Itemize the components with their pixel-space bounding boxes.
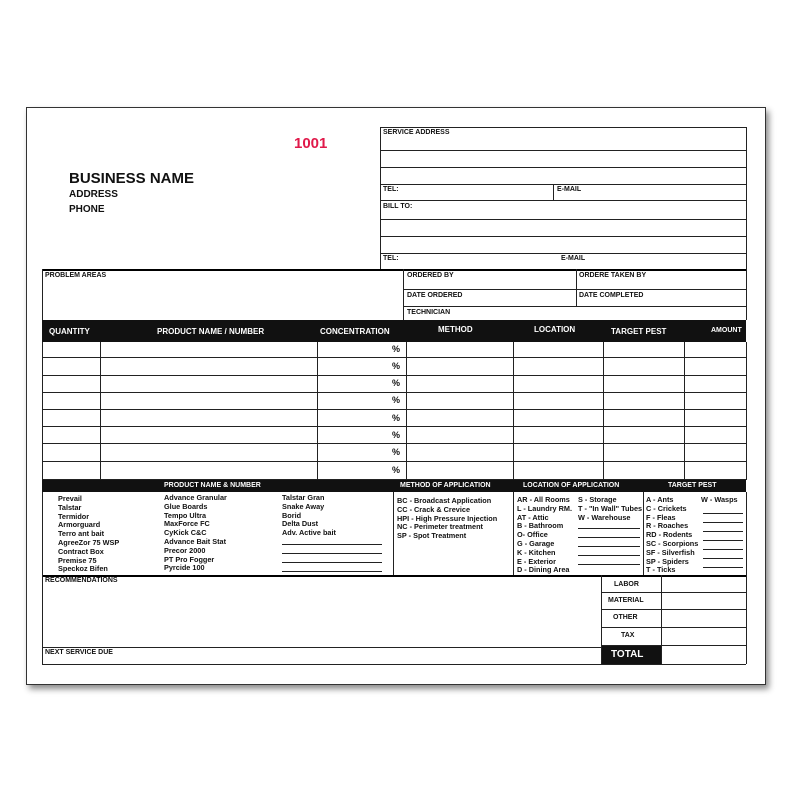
legend-item: O- Office xyxy=(517,530,548,540)
service-address-label: SERVICE ADDRESS xyxy=(383,129,450,136)
legend-item: K - Kitchen xyxy=(517,547,556,557)
material-label: MATERIAL xyxy=(608,597,644,604)
products-col-1 xyxy=(58,495,119,574)
invoice-form xyxy=(26,107,766,685)
legend-item: Precor 2000 xyxy=(164,545,206,555)
email-label: E-MAIL xyxy=(557,186,582,193)
percent-sign: % xyxy=(392,395,401,405)
ref-target-header: TARGET PEST xyxy=(668,482,717,489)
legend-item: E - Exterior xyxy=(517,556,556,566)
technician-label: TECHNICIAN xyxy=(407,309,451,316)
legend-item: R - Roaches xyxy=(646,521,689,531)
legend-item: T - "In Wall" Tubes xyxy=(578,503,643,513)
legend-item: F - Fleas xyxy=(646,512,676,522)
products-col-3 xyxy=(282,494,336,538)
percent-sign: % xyxy=(392,447,401,457)
percent-sign: % xyxy=(392,344,401,354)
legend-item: Terro ant bait xyxy=(58,529,105,539)
legend-item: CyKick C&C xyxy=(164,528,207,538)
legend-item: Advance Granular xyxy=(164,493,227,502)
legend-item: B - Bathroom xyxy=(517,521,564,531)
date-ordered-label: DATE ORDERED xyxy=(407,292,463,299)
legend-item: A - Ants xyxy=(646,495,674,504)
legend-item: Delta Dust xyxy=(282,519,319,529)
problem-areas-label: PROBLEM AREAS xyxy=(45,272,107,279)
legend-item: Borid xyxy=(282,510,302,520)
locations-col-2 xyxy=(578,496,642,522)
legend-item: Termidor xyxy=(58,511,90,521)
col-product: PRODUCT NAME / NUMBER xyxy=(157,327,265,336)
percent-sign: % xyxy=(392,361,401,371)
legend-item: L - Laundry RM. xyxy=(517,503,572,513)
tax-label: TAX xyxy=(621,632,635,639)
col-location: LOCATION xyxy=(534,325,576,334)
legend-item: Advance Bait Stat xyxy=(164,536,227,546)
legend-item: SP - Spiders xyxy=(646,556,689,566)
methods-list xyxy=(397,497,497,541)
col-method: METHOD xyxy=(438,325,473,334)
legend-item: AT - Attic xyxy=(517,512,549,522)
legend-item: RD - Rodents xyxy=(646,530,693,540)
legend-item: BC - Broadcast Application xyxy=(397,496,492,505)
legend-item: Contract Box xyxy=(58,546,104,556)
percent-sign: % xyxy=(392,378,401,388)
legend-item: Speckoz Bifen xyxy=(58,564,108,574)
legend-item: Adv. Active bait xyxy=(282,528,336,538)
legend-item: W - Warehouse xyxy=(578,512,631,522)
total-label: TOTAL xyxy=(611,649,644,660)
ordered-by-label: ORDERED BY xyxy=(407,272,454,279)
other-label: OTHER xyxy=(613,614,638,621)
col-quantity: QUANTITY xyxy=(49,327,90,336)
percent-sign: % xyxy=(392,430,401,440)
legend-item: Pyrcide 100 xyxy=(164,563,205,573)
ref-method-header: METHOD OF APPLICATION xyxy=(400,482,491,489)
legend-item: Snake Away xyxy=(282,501,325,511)
next-service-due-label: NEXT SERVICE DUE xyxy=(45,649,113,656)
percent-sign: % xyxy=(392,413,401,423)
legend-item: Talstar xyxy=(58,502,82,512)
percent-sign: % xyxy=(392,465,401,475)
business-address: ADDRESS xyxy=(69,189,118,200)
locations-col-1 xyxy=(517,496,572,575)
col-target-pest: TARGET PEST xyxy=(611,327,667,336)
legend-item: Tempo Ultra xyxy=(164,510,207,520)
bill-to-label: BILL TO: xyxy=(383,203,413,210)
reference-header xyxy=(42,480,746,492)
legend-item: SP - Spot Treatment xyxy=(397,531,467,541)
recommendations-label: RECOMMENDATIONS xyxy=(45,577,118,584)
legend-item: Prevail xyxy=(58,494,82,503)
legend-item: SF - Silverfish xyxy=(646,547,695,557)
date-completed-label: DATE COMPLETED xyxy=(579,292,644,299)
legend-item: G - Garage xyxy=(517,538,555,548)
order-taken-by-label: ORDERE TAKEN BY xyxy=(579,272,647,279)
business-name: BUSINESS NAME xyxy=(69,170,195,187)
legend-item: Glue Boards xyxy=(164,501,208,511)
total-label-box xyxy=(602,646,661,664)
legend-item: Premise 75 xyxy=(58,555,97,565)
ref-location-header: LOCATION OF APPLICATION xyxy=(523,482,620,489)
pests-col-1 xyxy=(646,496,698,575)
col-amount: AMOUNT xyxy=(711,327,742,334)
products-col-2 xyxy=(164,494,227,573)
email-label-2: E-MAIL xyxy=(561,255,586,262)
form-number: 1001 xyxy=(294,135,328,152)
legend-item: PT Pro Fogger xyxy=(164,554,215,564)
legend-item: AgreeZor 75 WSP xyxy=(58,537,120,547)
legend-item: SC - Scorpions xyxy=(646,538,699,548)
legend-item: CC - Crack & Crevice xyxy=(397,504,471,514)
col-concentration: CONCENTRATION xyxy=(320,327,390,336)
legend-item: NC - Perimeter treatment xyxy=(397,522,483,532)
legend-item: C - Crickets xyxy=(646,503,687,513)
tel-label-2: TEL: xyxy=(383,255,399,262)
legend-item: Talstar Gran xyxy=(282,493,325,502)
legend-item: W - Wasps xyxy=(701,495,738,504)
legend-item: MaxForce FC xyxy=(164,519,210,529)
product-table-header xyxy=(42,320,746,342)
legend-item: HPI - High Pressure Injection xyxy=(397,513,498,523)
tel-label: TEL: xyxy=(383,186,399,193)
labor-label: LABOR xyxy=(614,581,639,588)
legend-item: T - Ticks xyxy=(646,565,676,575)
legend-item: S - Storage xyxy=(578,495,617,504)
legend-item: D - Dining Area xyxy=(517,565,570,575)
ref-product-header: PRODUCT NAME & NUMBER xyxy=(164,482,261,489)
business-phone: PHONE xyxy=(69,204,105,215)
legend-item: AR - All Rooms xyxy=(517,495,570,504)
pests-col-2 xyxy=(701,496,738,505)
legend-item: Armorguard xyxy=(58,520,101,530)
